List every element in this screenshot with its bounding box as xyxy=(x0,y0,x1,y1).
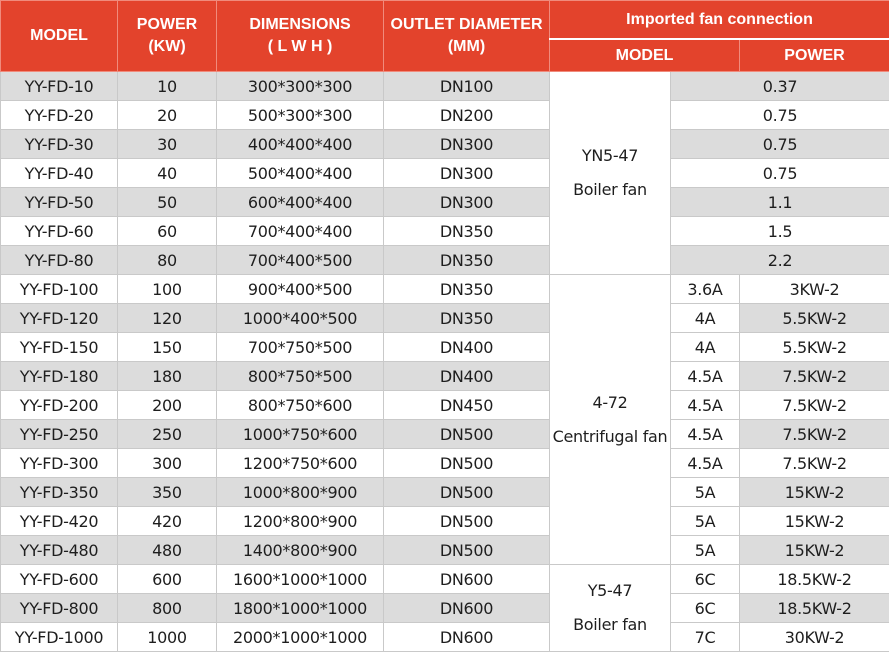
cell-fan-size: 5A xyxy=(671,507,740,536)
header-imported-fan-connection: Imported fan connection xyxy=(550,1,889,40)
cell-dimensions: 1200*800*900 xyxy=(217,507,384,536)
table-row xyxy=(1,449,889,478)
cell-imported-power: 18.5KW-2 xyxy=(740,594,889,623)
cell-model: YY-FD-10 xyxy=(1,72,118,101)
cell-model: YY-FD-30 xyxy=(1,130,118,159)
cell-dimensions: 400*400*400 xyxy=(217,130,384,159)
table-row xyxy=(1,101,889,130)
cell-power: 800 xyxy=(118,594,217,623)
fan-group-y5-47 xyxy=(550,565,671,652)
table-row xyxy=(1,594,889,623)
table-row xyxy=(1,130,889,159)
cell-imported-power: 7.5KW-2 xyxy=(740,449,889,478)
cell-imported-power: 7.5KW-2 xyxy=(740,391,889,420)
cell-fan-size: 4.5A xyxy=(671,420,740,449)
fan-type-desc: Boiler fan xyxy=(573,615,647,634)
cell-model: YY-FD-80 xyxy=(1,246,118,275)
cell-imported-power: 30KW-2 xyxy=(740,623,889,652)
cell-model: YY-FD-420 xyxy=(1,507,118,536)
header-imported-model: MODEL xyxy=(550,39,740,72)
table-row xyxy=(1,72,889,101)
fan-type-desc: Boiler fan xyxy=(573,180,647,199)
table-row xyxy=(1,536,889,565)
cell-model: YY-FD-1000 xyxy=(1,623,118,652)
cell-model: YY-FD-200 xyxy=(1,391,118,420)
cell-dimensions: 300*300*300 xyxy=(217,72,384,101)
cell-imported-power: 15KW-2 xyxy=(740,536,889,565)
cell-model: YY-FD-20 xyxy=(1,101,118,130)
cell-fan-size: 3.6A xyxy=(671,275,740,304)
cell-power: 40 xyxy=(118,159,217,188)
cell-imported-power: 0.37 xyxy=(671,72,889,101)
cell-outlet: DN100 xyxy=(384,72,550,101)
cell-dimensions: 1000*750*600 xyxy=(217,420,384,449)
cell-imported-power: 7.5KW-2 xyxy=(740,362,889,391)
cell-fan-size: 6C xyxy=(671,594,740,623)
table-row xyxy=(1,623,889,652)
table-row xyxy=(1,275,889,304)
cell-dimensions: 700*750*500 xyxy=(217,333,384,362)
cell-imported-power: 5.5KW-2 xyxy=(740,304,889,333)
table-row xyxy=(1,304,889,333)
cell-outlet: DN500 xyxy=(384,536,550,565)
header-imported-power: POWER xyxy=(740,39,889,72)
cell-dimensions: 1200*750*600 xyxy=(217,449,384,478)
cell-outlet: DN300 xyxy=(384,188,550,217)
cell-fan-size: 5A xyxy=(671,478,740,507)
cell-outlet: DN300 xyxy=(384,130,550,159)
cell-model: YY-FD-350 xyxy=(1,478,118,507)
cell-dimensions: 1000*800*900 xyxy=(217,478,384,507)
cell-model: YY-FD-100 xyxy=(1,275,118,304)
cell-dimensions: 1400*800*900 xyxy=(217,536,384,565)
cell-model: YY-FD-180 xyxy=(1,362,118,391)
table-row xyxy=(1,333,889,362)
cell-power: 180 xyxy=(118,362,217,391)
cell-model: YY-FD-50 xyxy=(1,188,118,217)
fan-group-4-72 xyxy=(550,275,671,565)
header-model: MODEL xyxy=(1,1,118,72)
cell-imported-power: 1.5 xyxy=(671,217,889,246)
cell-imported-power: 7.5KW-2 xyxy=(740,420,889,449)
table-row xyxy=(1,246,889,275)
cell-outlet: DN600 xyxy=(384,594,550,623)
cell-imported-power: 2.2 xyxy=(671,246,889,275)
cell-imported-power: 18.5KW-2 xyxy=(740,565,889,594)
cell-power: 150 xyxy=(118,333,217,362)
cell-power: 250 xyxy=(118,420,217,449)
table-row xyxy=(1,420,889,449)
cell-dimensions: 700*400*500 xyxy=(217,246,384,275)
cell-outlet: DN500 xyxy=(384,420,550,449)
cell-power: 1000 xyxy=(118,623,217,652)
cell-model: YY-FD-150 xyxy=(1,333,118,362)
table-row xyxy=(1,507,889,536)
cell-power: 20 xyxy=(118,101,217,130)
table-row xyxy=(1,217,889,246)
cell-dimensions: 2000*1000*1000 xyxy=(217,623,384,652)
cell-imported-power: 0.75 xyxy=(671,130,889,159)
cell-outlet: DN350 xyxy=(384,246,550,275)
cell-dimensions: 1600*1000*1000 xyxy=(217,565,384,594)
cell-outlet: DN500 xyxy=(384,507,550,536)
cell-model: YY-FD-480 xyxy=(1,536,118,565)
fan-type-name: YN5-47 xyxy=(581,146,639,166)
table-row xyxy=(1,565,889,594)
cell-dimensions: 500*300*300 xyxy=(217,101,384,130)
table-row xyxy=(1,362,889,391)
table-row xyxy=(1,159,889,188)
cell-imported-power: 0.75 xyxy=(671,101,889,130)
cell-outlet: DN300 xyxy=(384,159,550,188)
cell-imported-power: 15KW-2 xyxy=(740,507,889,536)
header-outlet-diameter: OUTLET DIAMETER (MM) xyxy=(384,1,550,72)
table-row xyxy=(1,188,889,217)
cell-dimensions: 600*400*400 xyxy=(217,188,384,217)
cell-model: YY-FD-300 xyxy=(1,449,118,478)
cell-outlet: DN350 xyxy=(384,275,550,304)
cell-fan-size: 5A xyxy=(671,536,740,565)
cell-model: YY-FD-800 xyxy=(1,594,118,623)
cell-dimensions: 900*400*500 xyxy=(217,275,384,304)
cell-fan-size: 4.5A xyxy=(671,449,740,478)
cell-dimensions: 500*400*400 xyxy=(217,159,384,188)
cell-power: 10 xyxy=(118,72,217,101)
cell-fan-size: 4A xyxy=(671,304,740,333)
fan-type-desc: Centrifugal fan xyxy=(552,426,668,446)
cell-model: YY-FD-250 xyxy=(1,420,118,449)
cell-outlet: DN450 xyxy=(384,391,550,420)
cell-power: 300 xyxy=(118,449,217,478)
cell-fan-size: 7C xyxy=(671,623,740,652)
cell-model: YY-FD-60 xyxy=(1,217,118,246)
cell-power: 50 xyxy=(118,188,217,217)
cell-fan-size: 4.5A xyxy=(671,391,740,420)
table-row xyxy=(1,391,889,420)
cell-outlet: DN400 xyxy=(384,333,550,362)
cell-power: 60 xyxy=(118,217,217,246)
header-power: POWER (KW) xyxy=(118,1,217,72)
cell-fan-size: 4A xyxy=(671,333,740,362)
cell-outlet: DN400 xyxy=(384,362,550,391)
cell-power: 480 xyxy=(118,536,217,565)
cell-fan-size: 6C xyxy=(671,565,740,594)
cell-power: 120 xyxy=(118,304,217,333)
cell-power: 80 xyxy=(118,246,217,275)
cell-dimensions: 700*400*400 xyxy=(217,217,384,246)
cell-power: 350 xyxy=(118,478,217,507)
cell-outlet: DN200 xyxy=(384,101,550,130)
cell-power: 420 xyxy=(118,507,217,536)
cell-dimensions: 1800*1000*1000 xyxy=(217,594,384,623)
cell-imported-power: 1.1 xyxy=(671,188,889,217)
header-dimensions: DIMENSIONS ( L W H ) xyxy=(217,1,384,72)
cell-dimensions: 1000*400*500 xyxy=(217,304,384,333)
cell-imported-power: 5.5KW-2 xyxy=(740,333,889,362)
cell-model: YY-FD-120 xyxy=(1,304,118,333)
cell-outlet: DN500 xyxy=(384,449,550,478)
fan-type-name: Y5-47 xyxy=(587,581,633,601)
cell-power: 200 xyxy=(118,391,217,420)
cell-imported-power: 15KW-2 xyxy=(740,478,889,507)
table-body xyxy=(1,72,889,652)
cell-dimensions: 800*750*500 xyxy=(217,362,384,391)
cell-power: 600 xyxy=(118,565,217,594)
table-row xyxy=(1,478,889,507)
fan-group-yn5-47 xyxy=(550,72,671,275)
cell-outlet: DN350 xyxy=(384,217,550,246)
cell-outlet: DN500 xyxy=(384,478,550,507)
cell-imported-power: 3KW-2 xyxy=(740,275,889,304)
cell-dimensions: 800*750*600 xyxy=(217,391,384,420)
cell-model: YY-FD-40 xyxy=(1,159,118,188)
fan-type-name: 4-72 xyxy=(592,392,628,412)
cell-outlet: DN600 xyxy=(384,565,550,594)
cell-imported-power: 0.75 xyxy=(671,159,889,188)
cell-model: YY-FD-600 xyxy=(1,565,118,594)
cell-outlet: DN600 xyxy=(384,623,550,652)
cell-outlet: DN350 xyxy=(384,304,550,333)
cell-power: 30 xyxy=(118,130,217,159)
cell-power: 100 xyxy=(118,275,217,304)
cell-fan-size: 4.5A xyxy=(671,362,740,391)
